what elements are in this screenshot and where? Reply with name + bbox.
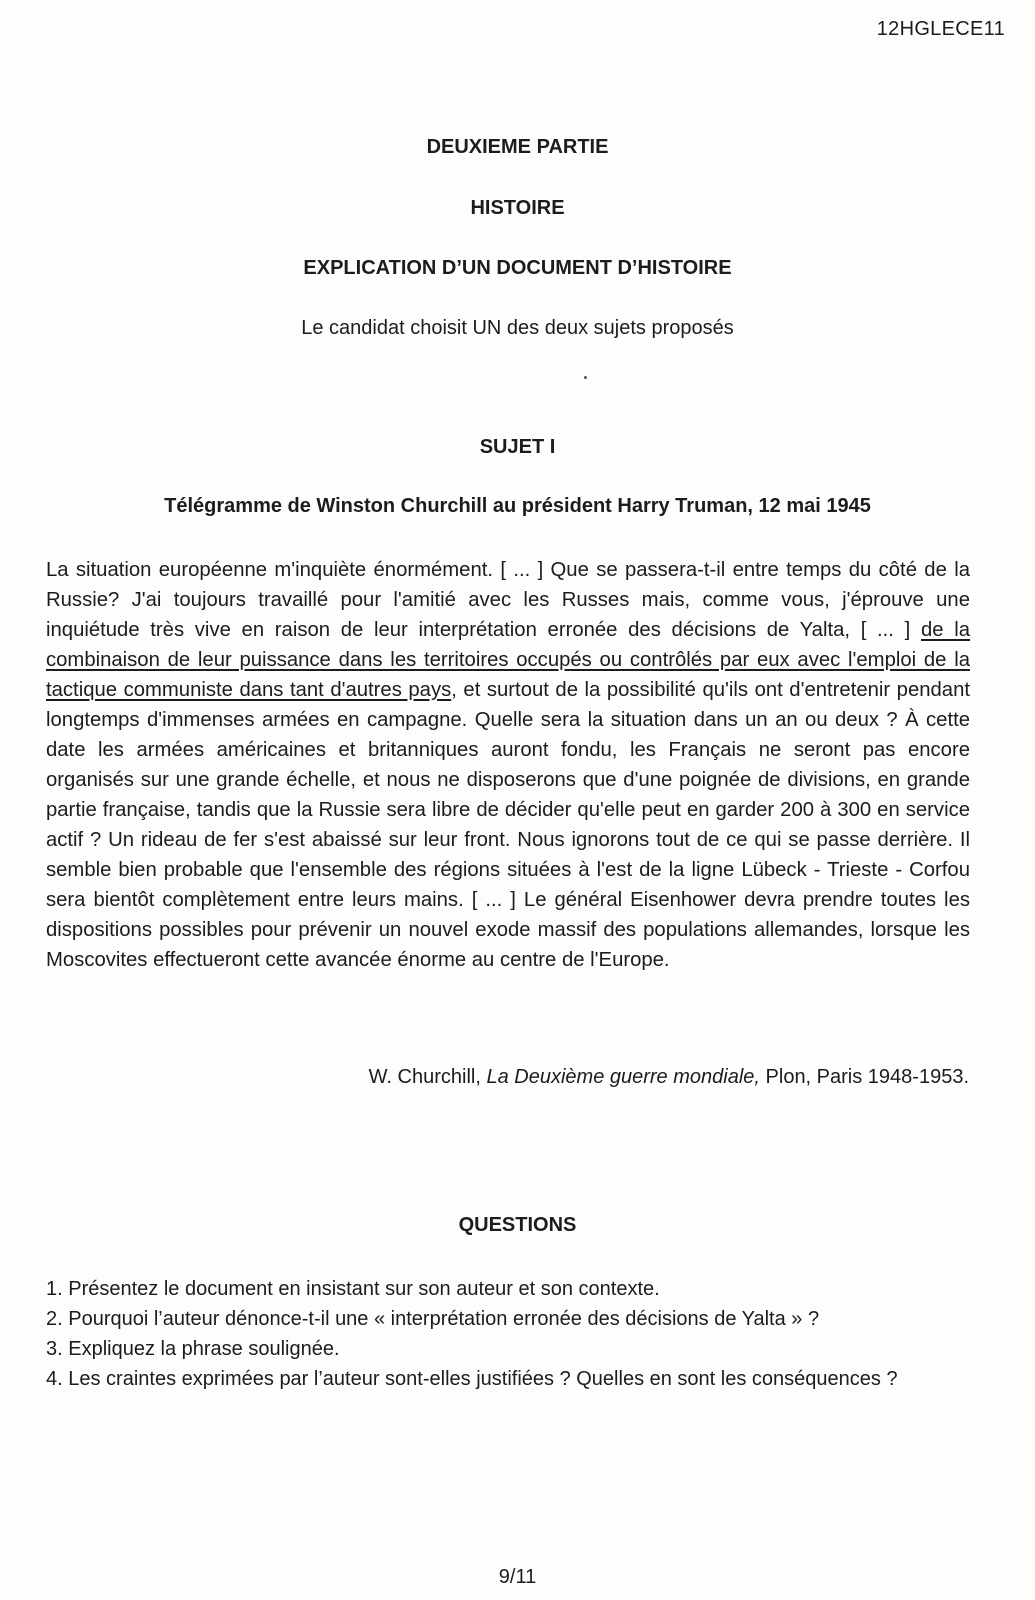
scan-speck <box>584 376 587 379</box>
document-text <box>46 555 970 975</box>
question-item: 1. Présentez le document en insistant sur son auteur et son contexte. <box>46 1278 660 1300</box>
questions-heading: QUESTIONS <box>458 1214 577 1236</box>
source-publisher: Plon, Paris 1948-1953. <box>765 1066 969 1088</box>
subject-heading: HISTOIRE <box>470 197 565 219</box>
document-title: Télégramme de Winston Churchill au président Harry Truman, 12 mai 1945 <box>164 495 871 517</box>
questions-list <box>46 1274 898 1394</box>
underlined-sentence: de la combinaison de leur puissance dans les territoires occupés ou contrôlés par eux avec l'emploi de la tactique communiste dans tant d'autres pays <box>46 619 970 701</box>
sujet-label: SUJET I <box>479 436 556 458</box>
source-book: La Deuxième guerre mondiale, <box>486 1066 760 1088</box>
exercise-heading: EXPLICATION D’UN DOCUMENT D’HISTOIRE <box>303 257 732 279</box>
question-item: 4. Les craintes exprimées par l’auteur sont-elles justifiées ? Quelles en sont les conséquences ? <box>46 1368 898 1390</box>
text-before: La situation européenne m'inquiète énormément. [ ... ] Que se passera-t-il entre temps du côté de la Russie? J'ai toujours travaillé pour l'amitié avec les Russes mais, comme vous, j'éprouve une inquiétude très vive en raison de leur interprétation erronée des décisions de Yalta, [ ... ] <box>46 559 970 641</box>
page-number: 9/11 <box>498 1566 537 1588</box>
instruction-text: Le candidat choisit UN des deux sujets proposés <box>301 317 734 339</box>
question-item: 3. Expliquez la phrase soulignée. <box>46 1338 340 1360</box>
reference-code: 12HGLECE11 <box>876 18 1005 40</box>
part-heading: DEUXIEME PARTIE <box>426 136 609 158</box>
question-item: 2. Pourquoi l’auteur dénonce-t-il une « interprétation erronée des décisions de Yalta » ? <box>46 1308 820 1330</box>
document-source <box>369 1066 969 1089</box>
source-author: W. Churchill, <box>368 1066 481 1088</box>
text-after: , et surtout de la possibilité qu'ils ont d'entretenir pendant longtemps d'immenses armées en campagne. Quelle sera la situation dans un an ou deux ? À cette date les armées américaines et britanniques auront fondu, les Français ne seront pas encore organisés sur une grande échelle, et nous ne disposerons que d'une poignée de divisions, en grande partie française, tandis que la Russie sera libre de décider qu'elle peut en garder 200 à 300 en service actif ? Un rideau de fer s'est abaissé sur leur front. Nous ignorons tout de ce qui se passe derrière. Il semble bien probable que l'ensemble des régions situées à l'est de la ligne Lübeck - Trieste - Corfou sera bientôt complètement entre leurs mains. [ ... ] Le général Eisenhower devra prendre toutes les dispositions possibles pour prévenir un nouvel exode massif des populations allemandes, lorsque les Moscovites effectueront cette avancée énorme au centre de l'Europe. <box>46 679 970 971</box>
